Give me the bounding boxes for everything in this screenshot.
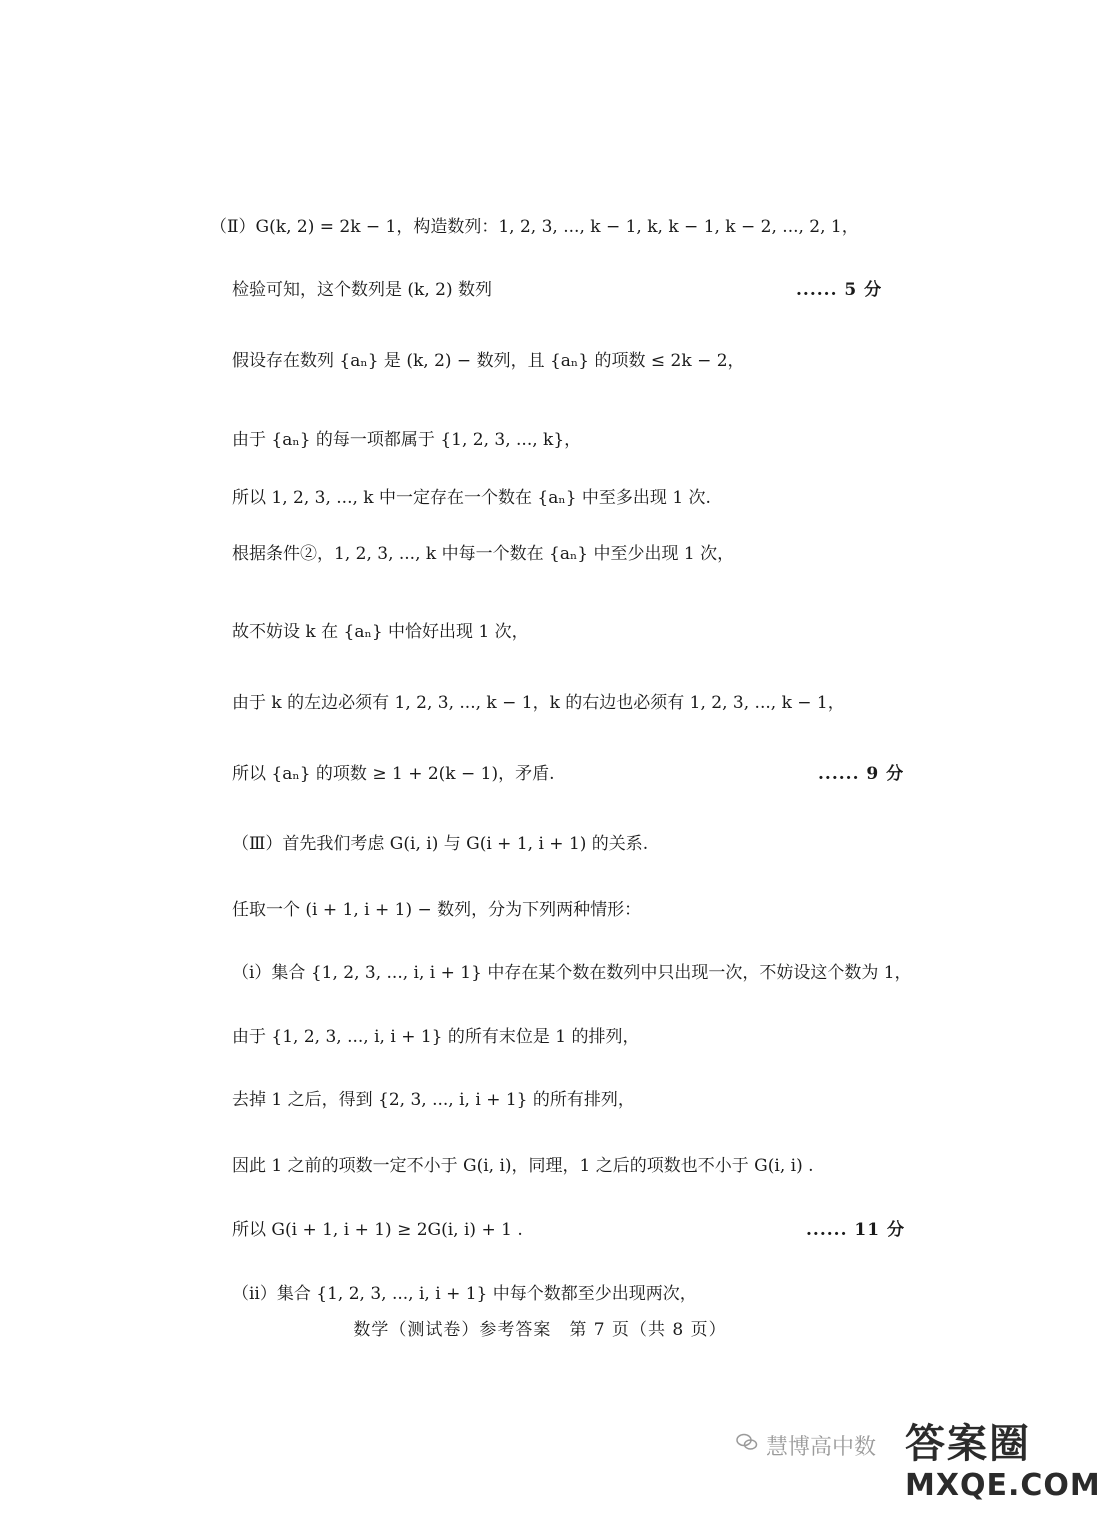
text-line-1: （Ⅱ）G(k, 2) = 2k − 1，构造数列：1, 2, 3, ..., k − 1, k, k − 1, k − 2, ..., 2, 1，: [210, 217, 859, 237]
watermark-logo-bottom: MXQE.COM: [905, 1468, 1101, 1503]
page-footer: 数学（测试卷）参考答案 第 7 页（共 8 页）: [353, 1320, 727, 1340]
watermark-account: 慧博高中数: [766, 1435, 877, 1460]
text-line-9: 所以 {aₙ} 的项数 ≥ 1 + 2(k − 1)，矛盾.: [232, 764, 555, 784]
text-line-4: 由于 {aₙ} 的每一项都属于 {1, 2, 3, ..., k}，: [232, 430, 582, 450]
text-line-2: 检验可知，这个数列是 (k, 2) 数列: [232, 280, 492, 300]
text-line-14: 去掉 1 之后，得到 {2, 3, ..., i, i + 1} 的所有排列，: [232, 1090, 635, 1110]
text-line-15: 因此 1 之前的项数一定不小于 G(i, i)，同理，1 之后的项数也不小于 G(i, i) .: [232, 1156, 814, 1176]
text-line-10: （Ⅲ）首先我们考虑 G(i, i) 与 G(i + 1, i + 1) 的关系.: [232, 834, 649, 854]
text-line-6: 根据条件②，1, 2, 3, ..., k 中每一个数在 {aₙ} 中至少出现 1 次，: [232, 544, 735, 564]
score-5: ...... 5 分: [796, 280, 883, 300]
watermark: [730, 1400, 1101, 1520]
score-11: ...... 11 分: [806, 1220, 906, 1240]
score-9: ...... 9 分: [818, 764, 905, 784]
text-line-13: 由于 {1, 2, 3, ..., i, i + 1} 的所有末位是 1 的排列，: [232, 1027, 640, 1047]
watermark-logo-top: 答案圈: [905, 1421, 1031, 1467]
text-line-11: 任取一个 (i + 1, i + 1) − 数列，分为下列两种情形：: [232, 900, 642, 920]
text-line-3: 假设存在数列 {aₙ} 是 (k, 2) − 数列，且 {aₙ} 的项数 ≤ 2k − 2，: [232, 351, 745, 371]
text-line-16: 所以 G(i + 1, i + 1) ≥ 2G(i, i) + 1 .: [232, 1220, 523, 1240]
text-line-12: （i）集合 {1, 2, 3, ..., i, i + 1} 中存在某个数在数列中只出现一次，不妨设这个数为 1，: [232, 963, 912, 983]
text-line-7: 故不妨设 k 在 {aₙ} 中恰好出现 1 次，: [232, 622, 529, 642]
text-line-17: （ii）集合 {1, 2, 3, ..., i, i + 1} 中每个数都至少出现两次，: [232, 1284, 697, 1304]
text-line-8: 由于 k 的左边必须有 1, 2, 3, ..., k − 1，k 的右边也必须有 1, 2, 3, ..., k − 1，: [232, 693, 845, 713]
wechat-icon: [736, 1433, 758, 1451]
text-line-5: 所以 1, 2, 3, ..., k 中一定存在一个数在 {aₙ} 中至多出现 1 次.: [232, 488, 711, 508]
